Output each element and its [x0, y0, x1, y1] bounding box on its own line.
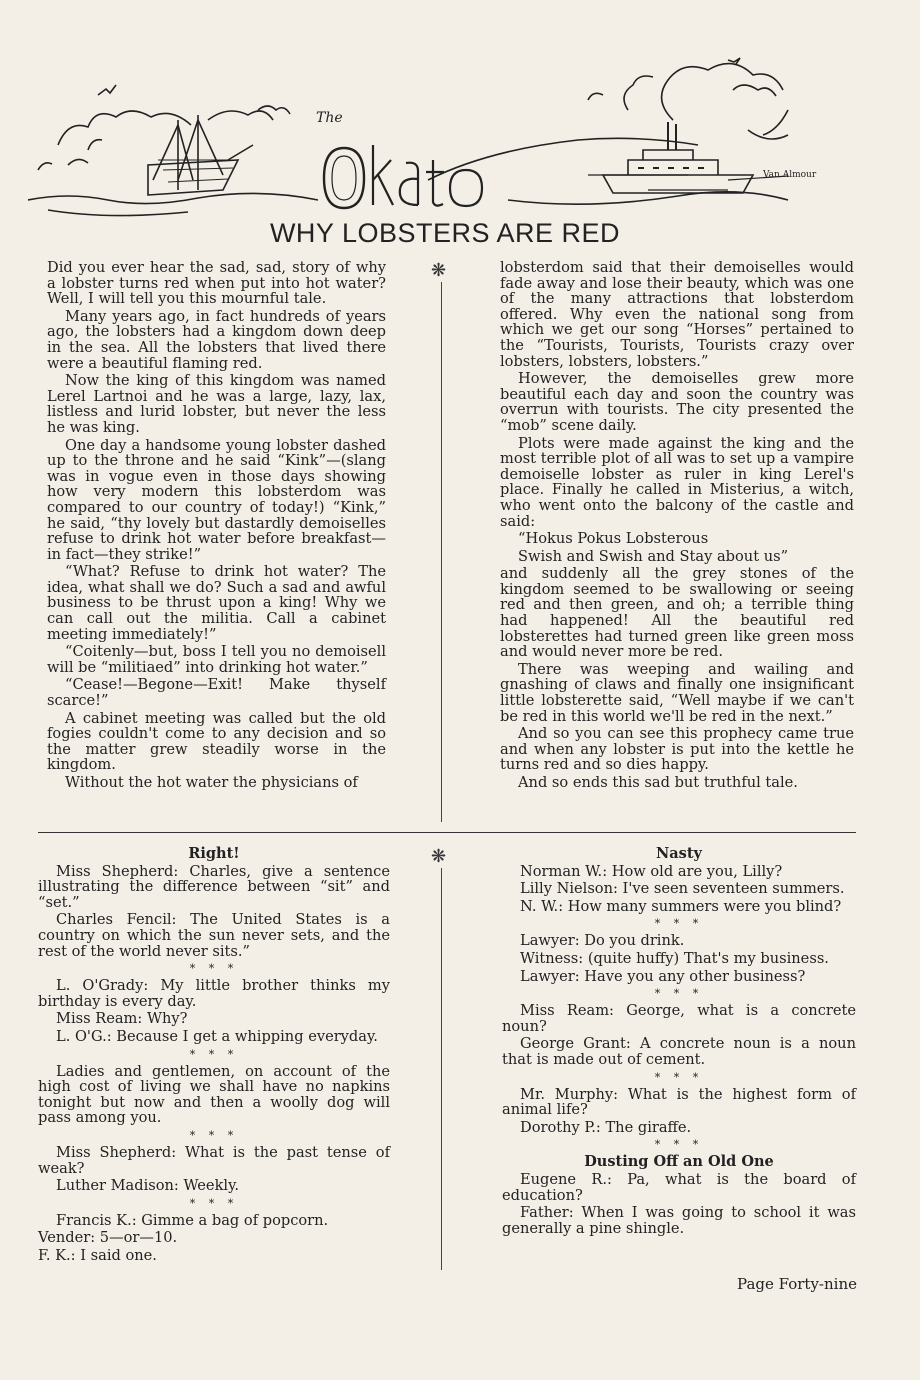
- asterisk-star-icon: ❋: [431, 846, 447, 867]
- article-paragraph: Did you ever hear the sad, sad, story of why a lobster turns red when put into hot water? Well, I will tell you this mournful tale.: [47, 259, 386, 308]
- article-paragraph: A cabinet meeting was called but the old fogies couldn't come to any decision and so the matter grew steadily worse in the kingdom.: [47, 709, 386, 774]
- joke-line: L. O'Grady: My little brother thinks my birthday is every day.: [38, 977, 390, 1010]
- joke-separator: * * *: [654, 917, 704, 931]
- column-divider: [441, 868, 442, 1270]
- article-paragraph: “What? Refuse to drink hot water? The idea, what shall we do? Such a sad and awful business to be thrust upon a king! Why we can call out the militia. Call a cabinet meeting immediately!”: [47, 563, 386, 643]
- joke-line: Father: When I was going to school it was generally a pine shingle.: [502, 1204, 856, 1237]
- joke-line: Miss Shepherd: Charles, give a sentence illustrating the difference between “sit” and “set.”: [38, 862, 390, 911]
- column-divider: [441, 282, 442, 822]
- joke-line: Charles Fencil: The United States is a country on which the sun never sets, and the rest of the world never sits.”: [38, 911, 390, 960]
- joke-separator: * * *: [654, 1070, 704, 1084]
- article-paragraph: However, the demoiselles grew more beautiful each day and soon the country was overrun with tourists. The city presented the “mob” scene daily.: [500, 370, 854, 434]
- joke-line: Mr. Murphy: What is the highest form of animal life?: [502, 1085, 856, 1119]
- joke-line: Ladies and gentlemen, on account of the high cost of living we shall have no napkins tonight but now and then a woolly dog will pass among you.: [38, 1062, 390, 1127]
- article-paragraph: “Cease!—Begone—Exit! Make thyself scarce!”: [47, 676, 386, 710]
- joke-line: F. K.: I said one.: [38, 1246, 157, 1264]
- article-paragraph: There was weeping and wailing and gnashing of claws and finally one insignificant little lobsterette said, “Well maybe if we can't be red in this world we'll be red in the next.”: [500, 660, 854, 725]
- joke-line: Eugene R.: Pa, what is the board of education?: [502, 1170, 856, 1204]
- joke-line: Witness: (quite huffy) That's my business.: [520, 949, 829, 967]
- joke-line: Francis K.: Gimme a bag of popcorn.: [56, 1211, 329, 1229]
- joke-line: Miss Ream: George, what is a concrete noun?: [502, 1002, 856, 1035]
- joke-separator: * * *: [189, 1128, 239, 1142]
- joke-separator: * * *: [189, 1047, 239, 1061]
- joke-line: George Grant: A concrete noun is a noun that is made out of cement.: [502, 1035, 856, 1068]
- article-paragraph: And so you can see this prophecy came true and when any lobster is put into the kettle he turns red and so dies happy.: [500, 725, 854, 774]
- jokes-sub-heading: Dusting Off an Old One: [584, 1153, 774, 1171]
- article-title: WHY LOBSTERS ARE RED: [269, 218, 621, 248]
- banner-drawing: [28, 50, 868, 220]
- joke-line: Lilly Nielson: I've seen seventeen summers.: [520, 880, 845, 898]
- artist-signature: Van Almour: [763, 170, 817, 180]
- article-paragraph: Many years ago, in fact hundreds of years ago, the lobsters had a kingdom down deep in the sea. All the lobsters that lived there were a beautiful flaming red.: [47, 307, 386, 372]
- jokes-right-heading: Nasty: [656, 845, 702, 862]
- article-paragraph: lobsterdom said that their demoiselles would fade away and lose their beauty, which was one of the many attractions that lobsterdom offered. Why even the national song from which we get our song “Horses” pertained to the “Tourists, Tourists, Tourists crazy over lobsters, lobsters, lobsters.”: [500, 259, 854, 370]
- joke-line: Miss Shepherd: What is the past tense of weak?: [38, 1143, 390, 1177]
- joke-line: Luther Madison: Weekly.: [56, 1177, 240, 1195]
- joke-line: Norman W.: How old are you, Lilly?: [520, 862, 783, 880]
- joke-line: N. W.: How many summers were you blind?: [520, 897, 842, 915]
- jokes-left-heading: Right!: [188, 845, 240, 862]
- article-left-column: [47, 260, 386, 793]
- joke-line: Dorothy P.: The giraffe.: [520, 1118, 692, 1136]
- joke-line: L. O'G.: Because I get a whipping everyday.: [56, 1027, 378, 1045]
- article-paragraph: and suddenly all the grey stones of the kingdom seemed to be swallowing or seeing red and then green, and oh; a terrible thing had happened! All the beautiful red lobsterettes had turned green like green moss and would never more be red.: [500, 565, 854, 661]
- article-paragraph: Plots were made against the king and the most terrible plot of all was to set up a vampire demoiselle lobster as ruler in king Lerel's place. Finally he called in Misterius, a witch, who went onto the balcony of the castle and said:: [500, 434, 854, 530]
- okato-banner-illustration: [28, 50, 868, 220]
- joke-separator: * * *: [654, 987, 704, 1001]
- article-paragraph: One day a handsome young lobster dashed up to the throne and he said “Kink”—(slang was in vogue even in those days showing how very modern this lobsterdom was compared to our country of today!) “Kink,” he said, “thy lovely but dastardly demoiselles refuse to drink hot water before breakfast—in fact—they strike!”: [47, 436, 386, 563]
- article-paragraph: Without the hot water the physicians of: [65, 774, 358, 791]
- article-paragraph: “Coitenly—but, boss I tell you no demoisell will be “militiaed” into drinking hot water.”: [47, 643, 386, 676]
- joke-separator: * * *: [189, 1196, 239, 1210]
- article-paragraph: And so ends this sad but truthful tale.: [518, 774, 798, 791]
- section-divider: [38, 832, 856, 833]
- article-paragraph: Swish and Swish and Stay about us”: [518, 547, 789, 565]
- jokes-left-column: [38, 846, 390, 1265]
- joke-line: Lawyer: Do you drink.: [520, 932, 685, 950]
- page-number: Page Forty-nine: [737, 1275, 857, 1293]
- joke-line: Lawyer: Have you any other business?: [520, 967, 806, 985]
- article-paragraph: Now the king of this kingdom was named Lerel Lartnoi and he was a large, lazy, lax, listless and lurid lobster, but never the less he was king.: [47, 372, 386, 436]
- joke-line: Miss Ream: Why?: [56, 1010, 188, 1028]
- jokes-right-column: [502, 846, 856, 1238]
- article-right-column: [500, 260, 854, 793]
- joke-separator: * * *: [654, 1138, 704, 1152]
- logo-the-text: The: [316, 110, 343, 126]
- asterisk-star-icon: ❋: [431, 260, 447, 281]
- joke-separator: * * *: [189, 962, 239, 976]
- joke-line: Vender: 5—or—10.: [38, 1229, 178, 1247]
- article-paragraph: “Hokus Pokus Lobsterous: [518, 530, 709, 548]
